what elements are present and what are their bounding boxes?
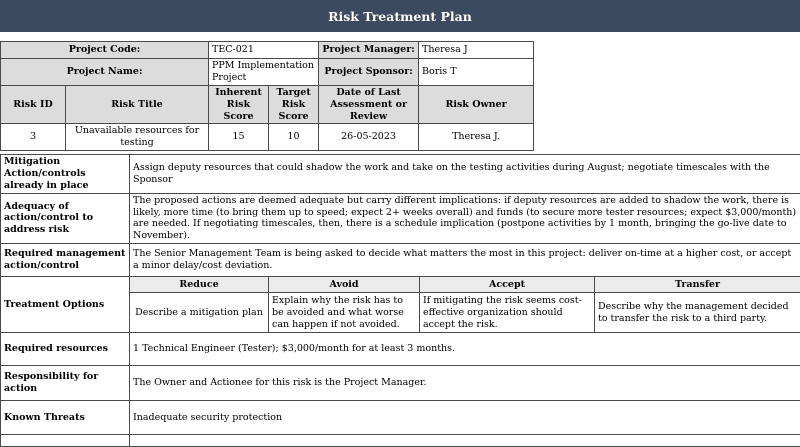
treatment-transfer-value: Describe why the management decided to transfer the risk to a third party. xyxy=(595,293,800,333)
project-name-label: Project Name: xyxy=(1,59,209,86)
required-management-value: The Senior Management Team is being asked to decide what matters the most in this project: deliver on-time at a higher cost, or accept a minor delay/cost deviation. xyxy=(130,244,800,277)
inherent-score-value: 15 xyxy=(209,124,269,151)
page-title: Risk Treatment Plan xyxy=(0,0,800,32)
risk-title-value: Unavailable resources for testing xyxy=(66,124,209,151)
treatment-reduce-value: Describe a mitigation plan xyxy=(130,293,269,333)
known-threats-value: Inadequate security protection xyxy=(130,401,800,435)
mitigation-value: Assign deputy resources that could shadow the work and take on the testing activities during August; negotiate timescales with the Sponsor xyxy=(130,155,800,194)
required-resources-value: 1 Technical Engineer (Tester); $3,000/month for at least 3 months. xyxy=(130,333,800,366)
project-sponsor-value: Boris T xyxy=(419,59,534,86)
empty-value xyxy=(130,435,800,447)
project-info-table xyxy=(0,41,534,151)
treatment-header-reduce: Reduce xyxy=(130,277,269,293)
header-last-assessment: Date of Last Assessment or Review xyxy=(319,85,419,124)
project-manager-value: Theresa J xyxy=(419,42,534,59)
header-inherent-score: Inherent Risk Score xyxy=(209,85,269,124)
mitigation-label: Mitigation Action/controls already in place xyxy=(1,155,130,194)
treatment-header-accept: Accept xyxy=(420,277,595,293)
header-target-score: Target Risk Score xyxy=(269,85,319,124)
treatment-options-label: Treatment Options xyxy=(1,277,130,333)
risk-id-value: 3 xyxy=(1,124,66,151)
header-risk-owner: Risk Owner xyxy=(419,85,534,124)
known-threats-label: Known Threats xyxy=(1,401,130,435)
treatment-accept-value: If mitigating the risk seems cost-effective organization should accept the risk. xyxy=(420,293,595,333)
risk-owner-value: Theresa J. xyxy=(419,124,534,151)
treatment-avoid-value: Explain why the risk has to be avoided and what worse can happen if not avoided. xyxy=(269,293,420,333)
project-code-label: Project Code: xyxy=(1,42,209,59)
project-manager-label: Project Manager: xyxy=(319,42,419,59)
required-resources-label: Required resources xyxy=(1,333,130,366)
project-name-value: PPM Implementation Project xyxy=(209,59,319,86)
header-risk-id: Risk ID xyxy=(1,85,66,124)
required-management-label: Required management action/control xyxy=(1,244,130,277)
treatment-header-transfer: Transfer xyxy=(595,277,800,293)
treatment-header-avoid: Avoid xyxy=(269,277,420,293)
responsibility-label: Responsibility for action xyxy=(1,366,130,401)
project-sponsor-label: Project Sponsor: xyxy=(319,59,419,86)
project-code-value: TEC-021 xyxy=(209,42,319,59)
empty-label xyxy=(1,435,130,447)
last-assessment-value: 26-05-2023 xyxy=(319,124,419,151)
responsibility-value: The Owner and Actionee for this risk is the Project Manager. xyxy=(130,366,800,401)
target-score-value: 10 xyxy=(269,124,319,151)
header-risk-title: Risk Title xyxy=(66,85,209,124)
risk-details-table xyxy=(0,154,800,447)
adequacy-value: The proposed actions are deemed adequate but carry different implications: if deputy resources are added to shadow the work, there is likely, more time (to bring them up to speed; expect 2+ weeks overall) and funds (to secure more tester resources; expect $3,000/month) are needed. If negotiating timescales, then, there is a schedule implication (postpone activities by 1 month, bringing the go-live date to November). xyxy=(130,193,800,244)
adequacy-label: Adequacy of action/control to address risk xyxy=(1,193,130,244)
